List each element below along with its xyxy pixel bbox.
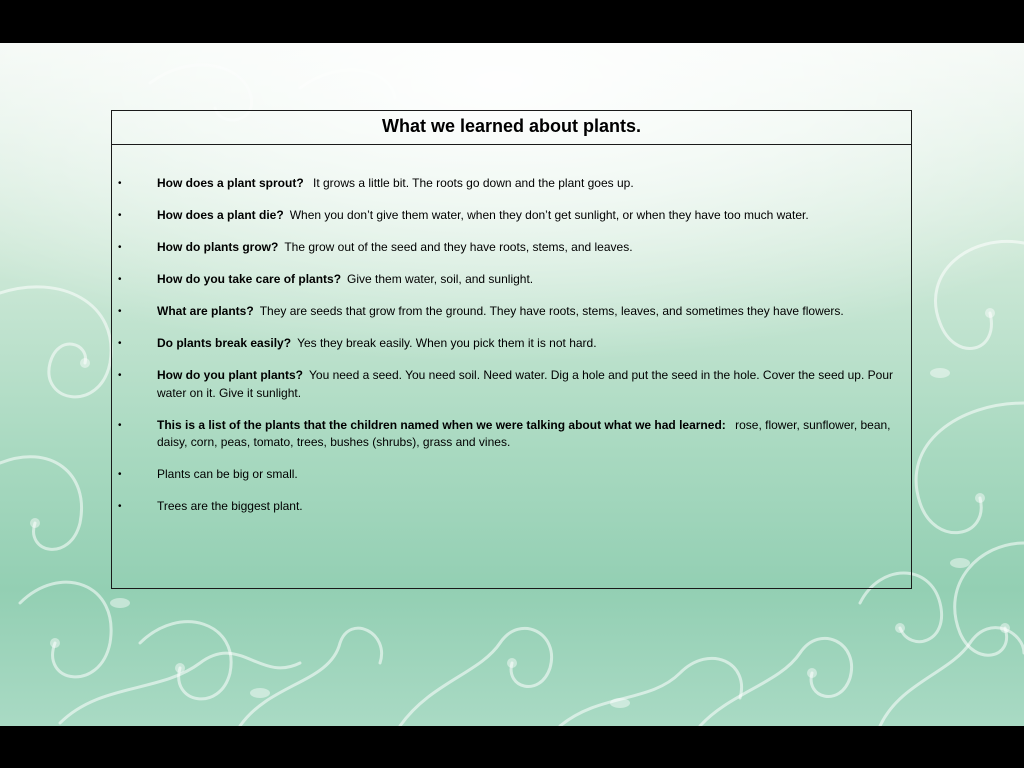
bullet-icon: • bbox=[118, 306, 122, 317]
list-item bbox=[112, 417, 893, 452]
item-answer: When you don’t give them water, when they don’t get sunlight, or when they have too much water. bbox=[289, 208, 809, 222]
bullet-icon: • bbox=[118, 469, 122, 480]
item-answer: Give them water, soil, and sunlight. bbox=[347, 272, 534, 286]
list-item bbox=[112, 175, 893, 193]
item-question: How do you take care of plants? bbox=[157, 272, 342, 286]
item-answer: rose, flower, sunflower, bean, daisy, corn, peas, tomato, trees, bushes (shrubs), grass and vines. bbox=[157, 417, 891, 449]
bullet-icon: • bbox=[118, 338, 122, 349]
list-item bbox=[112, 303, 893, 321]
bullet-icon: • bbox=[118, 242, 122, 253]
item-question: This is a list of the plants that the children named when we were talking about what we had learned: bbox=[157, 417, 726, 432]
slide bbox=[0, 43, 1024, 726]
item-answer: You need a seed. You need soil. Need water. Dig a hole and put the seed in the hole. Cover the seed up. Pour water on it. Give it sunlight. bbox=[157, 368, 893, 400]
item-answer: It grows a little bit. The roots go down and the plant goes up. bbox=[309, 176, 634, 190]
item-answer: Trees are the biggest plant. bbox=[157, 499, 303, 513]
item-question: How does a plant die? bbox=[157, 208, 284, 222]
bullet-icon: • bbox=[118, 210, 122, 221]
bullet-icon: • bbox=[118, 178, 122, 189]
item-question: How do plants grow? bbox=[157, 240, 279, 254]
list-item bbox=[112, 271, 893, 289]
content-table bbox=[111, 110, 912, 589]
bullet-icon: • bbox=[118, 274, 122, 285]
bullet-icon: • bbox=[118, 501, 122, 512]
list-item bbox=[112, 466, 893, 484]
item-question: How does a plant sprout? bbox=[157, 176, 304, 190]
table-title: What we learned about plants. bbox=[112, 111, 911, 145]
item-answer: Plants can be big or small. bbox=[157, 467, 298, 481]
item-answer: Yes they break easily. When you pick them it is not hard. bbox=[297, 336, 597, 350]
list-item bbox=[112, 498, 893, 516]
list-item bbox=[112, 239, 893, 257]
item-question: Do plants break easily? bbox=[157, 336, 292, 350]
item-answer: They are seeds that grow from the ground. They have roots, stems, leaves, and sometimes they have flowers. bbox=[259, 304, 844, 318]
learning-list bbox=[112, 145, 911, 516]
item-question: What are plants? bbox=[157, 304, 254, 318]
bullet-icon: • bbox=[118, 370, 122, 381]
list-item bbox=[112, 207, 893, 225]
item-answer: The grow out of the seed and they have roots, stems, and leaves. bbox=[284, 240, 633, 254]
list-item bbox=[112, 367, 893, 402]
item-question: How do you plant plants? bbox=[157, 368, 303, 382]
bullet-icon: • bbox=[118, 419, 122, 431]
list-item bbox=[112, 335, 893, 353]
